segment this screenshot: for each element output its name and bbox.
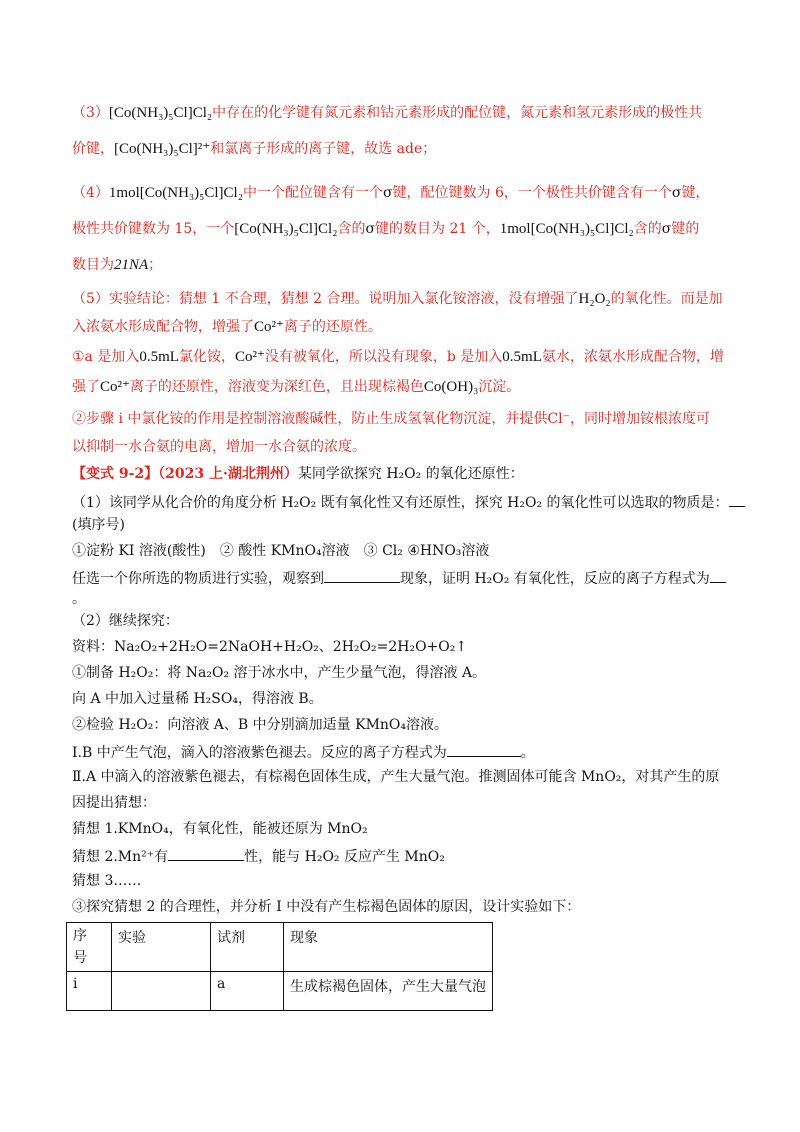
question-2-title: （2）继续探究： (72, 613, 179, 629)
guess-1-line: 猜想 1.KMnO₄，有氧化性，能被还原为 MnO₂ (72, 821, 368, 837)
question-1-line-4: 。 (72, 591, 86, 607)
table-cell: 生成棕褐色固体，产生大量气泡 (284, 972, 493, 1011)
answer-5-line-6: 以抑制一水合氨的电离，增加一水合氨的浓度。 (72, 439, 366, 455)
observation-ii-line-1: Ⅱ.A 中滴入的溶液紫色褪去，有棕褐色固体生成，产生大量气泡。推测固体可能含 MnO₂，对其产生的原 (72, 769, 720, 785)
table-row (67, 972, 493, 1011)
answer-5-line-5: ②步骤 i 中氯化铵的作用是控制溶液酸碱性，防止生成氢氧化物沉淀，并提供Cl⁻，同时增加铵根浓度可 (72, 411, 710, 427)
table-cell: a (211, 972, 284, 1011)
answer-blank (729, 492, 745, 507)
step-1b-line: 向 A 中加入过量稀 H₂SO₄，得溶液 B。 (72, 691, 323, 707)
guess-3-line: 猜想 3…… (72, 873, 142, 889)
experiment-table (66, 922, 493, 1011)
answer-blank (710, 568, 726, 583)
table-header-row (67, 923, 493, 972)
answer-3-line-2: 价键，[Co(NH₃)₅Cl]²⁺和氯离子形成的离子键，故选 ade； (72, 141, 437, 157)
answer-4-line-2: 极性共价键数为 15，一个[Co(NH₃)₅Cl]Cl₂含的σ键的数目为 21 个，1mol[Co(NH₃)₅Cl]Cl₂含的σ键的 (72, 221, 700, 237)
question-1-options: ①淀粉 KI 溶液(酸性) ② 酸性 KMnO₄溶液 ③ Cl₂ ④HNO₃溶液 (72, 543, 490, 559)
question-1-line-2: (填序号) (72, 517, 125, 533)
question-header: 【变式 9-2】（2023 上·湖北荆州）某同学欲探究 H₂O₂ 的氧化还原性： (72, 466, 524, 482)
observation-ii-line-2: 因提出猜想： (72, 795, 156, 811)
table-header-cell: 现象 (284, 923, 493, 972)
question-source: （2023 上·湖北荆州） (158, 466, 298, 482)
answer-blank (168, 846, 244, 861)
table-header-cell: 试剂 (211, 923, 284, 972)
material-line: 资料：Na₂O₂+2H₂O=2NaOH+H₂O₂、2H₂O₂=2H₂O+O₂↑ (72, 639, 468, 655)
observation-i-line: Ⅰ.B 中产生气泡，滴入的溶液紫色褪去。反应的离子方程式为 。 (72, 742, 732, 762)
answer-blank (324, 568, 400, 583)
answer-5-line-4: 强了Co²⁺离子的还原性，溶液变为深红色，且出现棕褐色Co(OH)₃沉淀。 (72, 379, 521, 395)
answer-5-line-3: ①a 是加入0.5mL氯化铵，Co²⁺没有被氧化，所以没有现象，b 是加入0.5mL氨水，浓氨水形成配合物，增 (72, 349, 724, 365)
step-1-line: ①制备 H₂O₂：将 Na₂O₂ 溶于冰水中，产生少量气泡，得溶液 A。 (72, 665, 487, 681)
table-header-cell: 实验 (112, 923, 211, 972)
table-header-cell: 序 号 (67, 923, 112, 972)
table-cell (112, 972, 211, 1011)
variant-tag: 【变式 9-2】 (72, 466, 159, 482)
answer-4-line-1: （4）1mol[Co(NH₃)₅Cl]Cl₂中一个配位键含有一个σ键，配位键数为 6，一个极性共价键含有一个σ键， (72, 185, 710, 201)
question-1-line-1: （1）该同学从化合价的角度分析 H₂O₂ 既有氧化性又有还原性，探究 H₂O₂ 的氧化性可以选取的物质是： (72, 492, 732, 512)
answer-blank (447, 742, 521, 757)
table-cell: i (67, 972, 112, 1011)
guess-2-line: 猜想 2.Mn²⁺有 性，能与 H₂O₂ 反应产生 MnO₂ (72, 846, 732, 866)
step-2-line: ②检验 H₂O₂：向溶液 A、B 中分别滴加适量 KMnO₄溶液。 (72, 717, 449, 733)
question-1-line-3: 任选一个你所选的物质进行实验，观察到 现象，证明 H₂O₂ 有氧化性，反应的离子方程式为 (72, 568, 732, 588)
step-3-line: ③探究猜想 2 的合理性，并分析 Ⅰ 中没有产生棕褐色固体的原因，设计实验如下： (72, 899, 581, 915)
answer-3-line-1: （3）[Co(NH₃)₅Cl]Cl₂中存在的化学键有氮元素和钴元素形成的配位键，氮元素和氢元素形成的极性共 (72, 105, 703, 121)
answer-5-line-1: （5）实验结论：猜想 1 不合理，猜想 2 合理。说明加入氯化铵溶液，没有增强了H₂O₂的氧化性。而是加 (72, 291, 723, 307)
answer-5-line-2: 入浓氨水形成配合物，增强了Co²⁺离子的还原性。 (72, 319, 382, 335)
answer-4-line-3: 数目为21NA； (72, 257, 163, 273)
